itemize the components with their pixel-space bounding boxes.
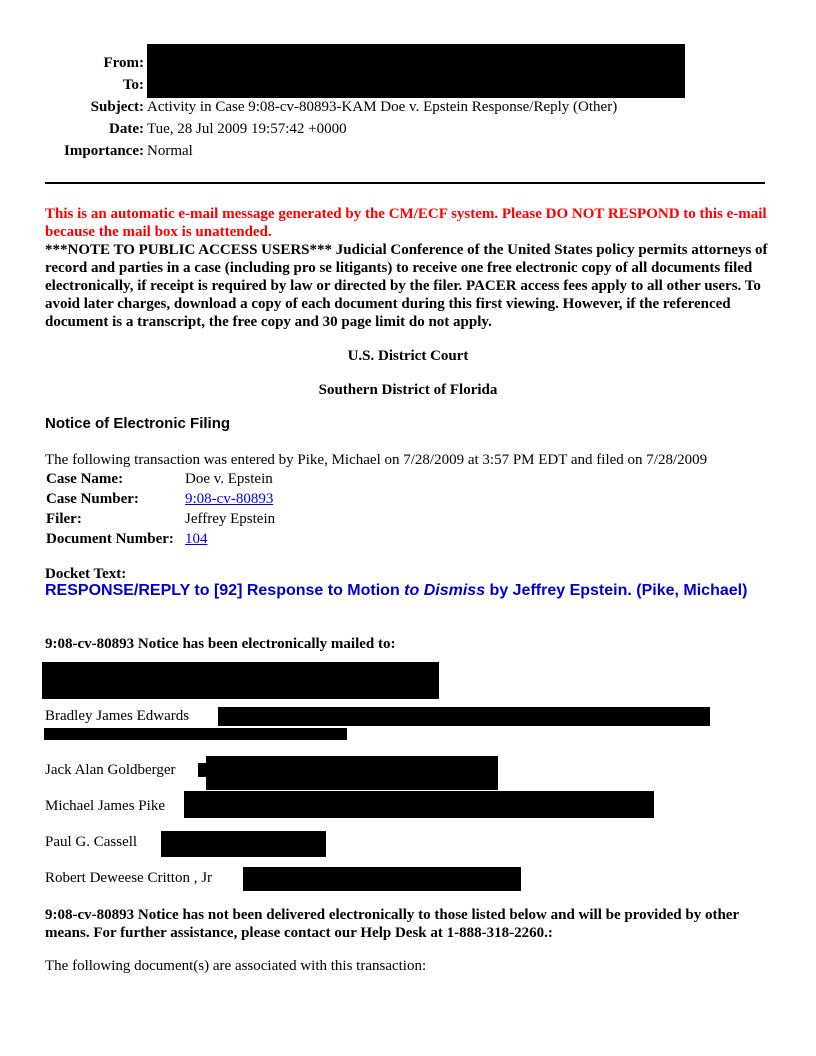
filer-value: Jeffrey Epstein bbox=[185, 511, 276, 527]
doc-number-label: Document Number: bbox=[46, 531, 174, 547]
redacted-email bbox=[161, 831, 326, 857]
doc-number-link[interactable]: 104 bbox=[185, 531, 208, 547]
redacted-from-to bbox=[147, 44, 685, 98]
associated-documents: The following document(s) are associated with this transaction: bbox=[45, 958, 427, 974]
recipient-jack-goldberger: Jack Alan Goldberger bbox=[45, 762, 176, 778]
redacted-email bbox=[198, 763, 206, 777]
case-number-label: Case Number: bbox=[46, 491, 139, 507]
importance-value: Normal bbox=[147, 143, 193, 159]
redacted-email bbox=[243, 867, 521, 891]
nef-title: Notice of Electronic Filing bbox=[45, 415, 231, 432]
recipient-robert-critton: Robert Deweese Critton , Jr bbox=[45, 870, 213, 886]
docket-text-part2: by Jeffrey Epstein. (Pike, Michael) bbox=[485, 582, 748, 599]
redacted-email bbox=[44, 728, 347, 740]
date-label: Date: bbox=[109, 121, 144, 137]
redacted-recipient-block bbox=[42, 662, 439, 699]
court-name: U.S. District Court bbox=[347, 348, 469, 364]
recipient-paul-cassell: Paul G. Cassell bbox=[45, 834, 138, 850]
docket-text-part1: RESPONSE/REPLY to [92] Response to Motion bbox=[45, 582, 405, 599]
district-name: Southern District of Florida bbox=[318, 382, 498, 398]
redacted-email bbox=[206, 756, 498, 790]
case-number-link[interactable]: 9:08-cv-80893 bbox=[185, 491, 274, 507]
public-access-note: ***NOTE TO PUBLIC ACCESS USERS*** Judicial Conference of the United States policy permits attorneys of record and parties in a case (including pro se litigants) to receive one free electronic copy of all documents filed electronically, if receipt is required by law or directed by the filer. PACER access fees apply to all other users. To avoid later charges, download a copy of each document during this first viewing. However, if the referenced document is a transcript, the free copy and 30 page limit do not apply. bbox=[45, 242, 768, 330]
docket-text-label: Docket Text: bbox=[45, 566, 127, 582]
subject-value: Activity in Case 9:08-cv-80893-KAM Doe v. Epstein Response/Reply (Other) bbox=[147, 99, 618, 115]
redacted-email bbox=[184, 791, 654, 818]
recipient-bradley-edwards: Bradley James Edwards bbox=[45, 708, 190, 724]
mailed-heading: 9:08-cv-80893 Notice has been electronically mailed to: bbox=[45, 636, 396, 652]
transaction-text: The following transaction was entered by Pike, Michael on 7/28/2009 at 3:57 PM EDT and filed on 7/28/2009 bbox=[45, 452, 708, 468]
docket-text bbox=[45, 582, 747, 600]
header-divider bbox=[45, 182, 765, 184]
case-name-value: Doe v. Epstein bbox=[185, 471, 273, 487]
to-label: To: bbox=[122, 77, 144, 93]
from-label: From: bbox=[103, 55, 144, 71]
subject-label: Subject: bbox=[90, 99, 144, 115]
docket-text-italic: to Dismiss bbox=[404, 582, 486, 599]
auto-message-warning: This is an automatic e-mail message generated by the CM/ECF system. Please DO NOT RESPOND to this e-mail because the mail box is unattended. bbox=[45, 206, 767, 240]
recipient-michael-pike: Michael James Pike bbox=[45, 798, 165, 814]
case-name-label: Case Name: bbox=[46, 471, 124, 487]
not-delivered-notice: 9:08-cv-80893 Notice has not been delivered electronically to those listed below and will be provided by other means. For further assistance, please contact our Help Desk at 1-888-318-2260.: bbox=[45, 907, 739, 941]
importance-label: Importance: bbox=[64, 143, 144, 159]
redacted-email bbox=[218, 707, 710, 726]
date-value: Tue, 28 Jul 2009 19:57:42 +0000 bbox=[147, 121, 347, 137]
filer-label: Filer: bbox=[46, 511, 82, 527]
